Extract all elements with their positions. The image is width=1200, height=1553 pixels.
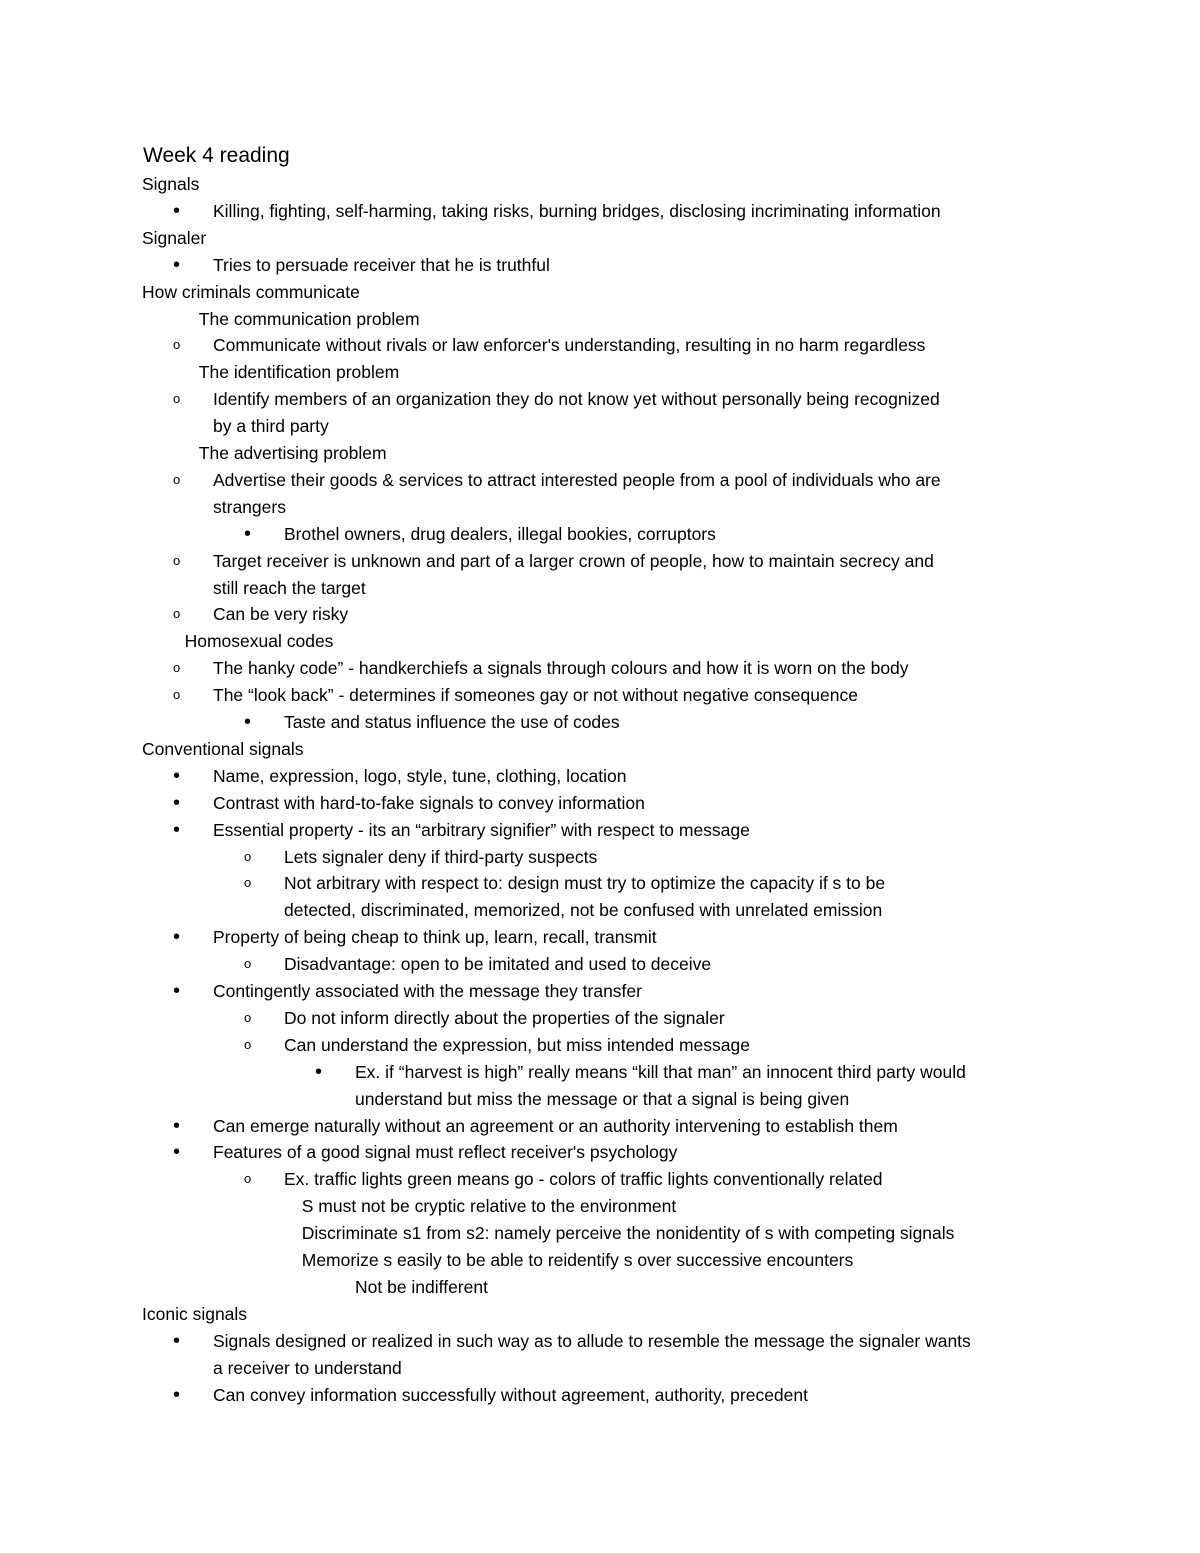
line-text: Not arbitrary with respect to: design must try to optimize the capacity if s to be — [284, 873, 886, 894]
line-text: a receiver to understand — [213, 1357, 402, 1378]
line-text: Brothel owners, drug dealers, illegal bookies, corruptors — [284, 523, 716, 544]
bullet-icon: • — [173, 764, 181, 787]
bullet-icon: • — [244, 711, 252, 733]
hollow-bullet-icon: o — [173, 552, 181, 568]
line-text: understand but miss the message or that a signal is being given — [355, 1088, 850, 1109]
line-text: Taste and status influence the use of codes — [284, 712, 620, 732]
bullet-icon: • — [173, 1383, 181, 1406]
line-text: The “look back” - determines if someones gay or not without negative consequence — [213, 685, 858, 706]
line-text: Can convey information successfully without agreement, authority, precedent — [213, 1384, 808, 1405]
hollow-bullet-icon: o — [173, 471, 181, 487]
hollow-bullet-icon: o — [173, 391, 181, 407]
hollow-bullet-icon: o — [173, 687, 181, 703]
line-text: Features of a good signal must reflect receiver's psychology — [213, 1142, 678, 1163]
line-text: Discriminate s1 from s2: namely perceive the nonidentity of s with competing signals — [301, 1223, 955, 1244]
line-text: Identify members of an organization they do not know yet without personally being recognized — [213, 389, 940, 410]
line-text: Can emerge naturally without an agreement or an authority intervening to establish them — [213, 1115, 898, 1136]
line-text: by a third party — [213, 416, 329, 437]
line-text: Property of being cheap to think up, learn, recall, transmit — [213, 927, 657, 948]
line-text: Name, expression, logo, style, tune, clothing, location — [213, 765, 627, 786]
bullet-icon: • — [315, 1060, 323, 1083]
line-text: Homosexual codes — [184, 631, 334, 652]
hollow-bullet-icon: o — [173, 606, 181, 622]
bullet-icon: • — [173, 791, 181, 814]
hollow-bullet-icon: o — [173, 660, 181, 676]
hollow-bullet-icon: o — [244, 875, 252, 891]
hollow-bullet-icon: o — [244, 1036, 252, 1052]
line-text: Disadvantage: open to be imitated and used to deceive — [284, 954, 712, 975]
line-text: Communicate without rivals or law enforcer's understanding, resulting in no harm regardless — [213, 335, 926, 356]
line-text: Killing, fighting, self-harming, taking risks, burning bridges, disclosing incriminating information — [213, 200, 941, 221]
document-title: Week 4 reading — [143, 144, 290, 167]
bullet-icon: • — [173, 1114, 181, 1137]
line-text: Memorize s easily to be able to reidentify s over successive encounters — [301, 1250, 854, 1270]
line-text: detected, discriminated, memorized, not be confused with unrelated emission — [284, 900, 883, 921]
line-text: Target receiver is unknown and part of a larger crown of people, how to maintain secrecy and — [213, 550, 934, 571]
bullet-icon: • — [173, 818, 181, 841]
line-text: The communication problem — [198, 308, 420, 329]
line-text: Contrast with hard-to-fake signals to convey information — [213, 792, 645, 813]
line-text: S must not be cryptic relative to the environment — [301, 1196, 677, 1217]
bullet-icon: • — [173, 199, 181, 222]
line-text: Iconic signals — [142, 1303, 248, 1324]
line-text: Contingently associated with the message they transfer — [213, 981, 642, 1001]
line-text: Signaler — [142, 227, 207, 248]
bullet-icon: • — [173, 1141, 181, 1164]
hollow-bullet-icon: o — [244, 1171, 252, 1187]
line-text: Can be very risky — [213, 604, 349, 625]
bullet-icon: • — [173, 926, 181, 949]
line-text: The identification problem — [198, 362, 400, 383]
line-text: Ex. traffic lights green means go - colors of traffic lights conventionally related — [284, 1169, 883, 1190]
line-text: still reach the target — [213, 577, 366, 598]
line-text: Ex. if “harvest is high” really means “kill that man” an innocent third party would — [355, 1061, 966, 1082]
line-text: Signals designed or realized in such way as to allude to resemble the message the signaler wants — [213, 1330, 971, 1351]
line-text: How criminals communicate — [142, 281, 360, 302]
line-text: Signals — [142, 174, 200, 194]
bullet-icon: • — [173, 1329, 181, 1352]
line-text: Can understand the expression, but miss intended message — [284, 1034, 750, 1055]
bullet-icon: • — [173, 253, 181, 276]
line-text: strangers — [213, 496, 286, 517]
hollow-bullet-icon: o — [244, 848, 252, 864]
line-text: The hanky code” - handkerchiefs a signals through colours and how it is worn on the body — [213, 658, 909, 679]
line-text: Conventional signals — [142, 738, 304, 759]
bullet-icon: • — [244, 522, 252, 545]
hollow-bullet-icon: o — [244, 1009, 252, 1025]
line-text: Not be indifferent — [355, 1276, 488, 1297]
line-text: Lets signaler deny if third-party suspects — [284, 846, 598, 867]
hollow-bullet-icon: o — [173, 337, 181, 353]
line-text: Essential property - its an “arbitrary signifier” with respect to message — [213, 819, 750, 840]
hollow-bullet-icon: o — [244, 956, 252, 972]
line-text: Tries to persuade receiver that he is truthful — [213, 254, 550, 275]
line-text: Do not inform directly about the properties of the signaler — [284, 1007, 725, 1028]
bullet-icon: • — [173, 980, 181, 1002]
line-text: Advertise their goods & services to attract interested people from a pool of individuals who are — [213, 469, 941, 490]
line-text: The advertising problem — [198, 443, 387, 463]
